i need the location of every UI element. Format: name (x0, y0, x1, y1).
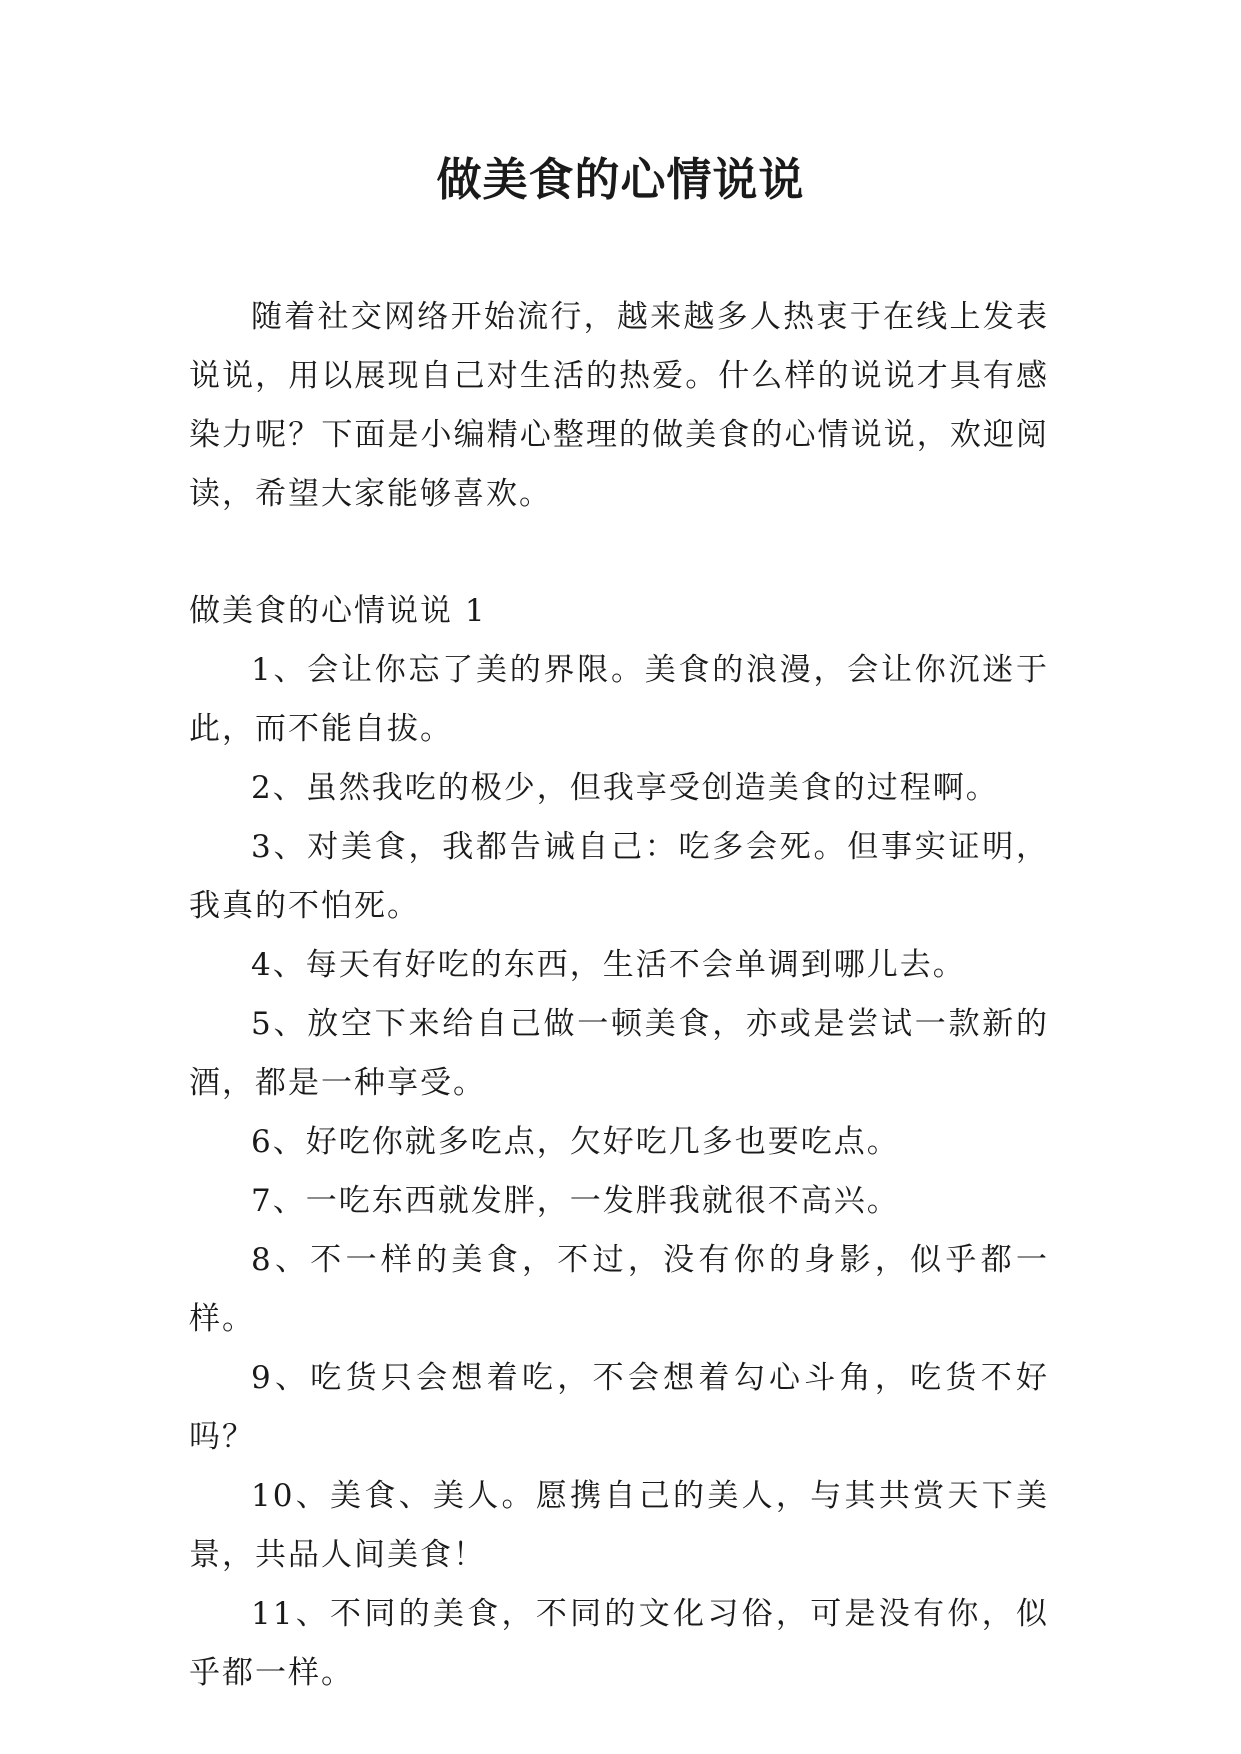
list-item: 6、好吃你就多吃点，欠好吃几多也要吃点。 (251, 1124, 900, 1160)
list-item: 2、虽然我吃的极少，但我享受创造美食的过程啊。 (251, 770, 999, 806)
list-item: 3、对美食，我都告诫自己：吃多会死。但事实证明，我真的不怕死。 (189, 829, 1049, 924)
list-item: 9、吃货只会想着吃，不会想着勾心斗角，吃货不好吗？ (189, 1360, 1049, 1455)
list-item: 5、放空下来给自己做一顿美食，亦或是尝试一款新的酒，都是一种享受。 (189, 1006, 1049, 1101)
intro-paragraph: 随着社交网络开始流行，越来越多人热衷于在线上发表说说，用以展现自己对生活的热爱。什么样的说说才具有感染力呢？下面是小编精心整理的做美食的心情说说，欢迎阅读，希望大家能够喜欢。 (189, 299, 1049, 512)
list-item: 4、每天有好吃的东西，生活不会单调到哪儿去。 (251, 947, 966, 983)
list-item: 11、不同的美食，不同的文化习俗，可是没有你，似乎都一样。 (189, 1596, 1049, 1691)
document-title: 做美食的心情说说 (436, 153, 805, 206)
list-item: 8、不一样的美食，不过，没有你的身影，似乎都一样。 (189, 1242, 1049, 1337)
list-item: 1、会让你忘了美的界限。美食的浪漫，会让你沉迷于此，而不能自拔。 (189, 652, 1049, 747)
list-item: 7、一吃东西就发胖，一发胖我就很不高兴。 (251, 1183, 900, 1219)
document-body (189, 288, 1049, 1703)
list-item: 10、美食、美人。愿携自己的美人，与其共赏天下美景，共品人间美食！ (189, 1478, 1049, 1573)
section-heading: 做美食的心情说说 1 (189, 593, 487, 629)
